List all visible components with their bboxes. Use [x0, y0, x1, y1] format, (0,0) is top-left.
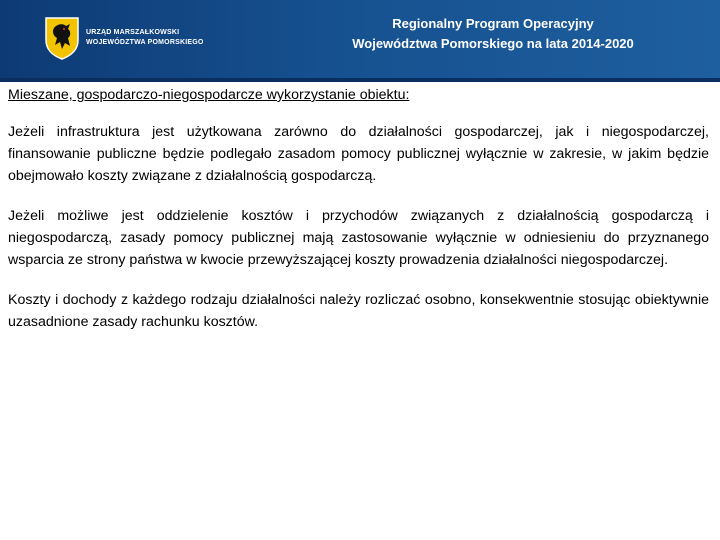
- slide-content: [8, 84, 709, 351]
- program-title-line-1: Regionalny Program Operacyjny: [392, 16, 594, 31]
- griffin-crest-icon: [44, 16, 80, 60]
- program-title-line-2: Województwa Pomorskiego na lata 2014-2020: [352, 36, 634, 51]
- paragraph-3: Koszty i dochody z każdego rodzaju działalności należy rozliczać osobno, konsekwentnie stosując obiektywnie uzasadnione zasady rachunku kosztów.: [8, 292, 709, 330]
- header-divider: [0, 78, 720, 82]
- paragraph-1: Jeżeli infrastruktura jest użytkowana zarówno do działalności gospodarczej, jak i niegospodarczej, finansowanie publiczne będzie podlegało zasadom pomocy publicznej wyłącznie w zakresie, w jakim będzie obejmowało koszty związane z działalnością gospodarczą.: [8, 124, 709, 184]
- logo-line-2: WOJEWÓDZTWA POMORSKIEGO: [86, 39, 204, 46]
- paragraph-2: Jeżeli możliwe jest oddzielenie kosztów i przychodów związanych z działalnością gospodarczą i niegospodarczą, zasady pomocy publicznej mają zastosowanie wyłącznie w odniesieniu do przyznanego wsparcia ze strony państwa w kwocie przewyższającej koszty prowadzenia działalności niegospodarczej.: [8, 208, 709, 268]
- section-heading: Mieszane, gospodarczo-niegospodarcze wykorzystanie obiektu:: [8, 87, 410, 103]
- logo-line-1: URZĄD MARSZAŁKOWSKI: [86, 29, 180, 36]
- office-logo: [44, 14, 204, 62]
- header-bar: [0, 0, 720, 78]
- program-title: [300, 14, 686, 54]
